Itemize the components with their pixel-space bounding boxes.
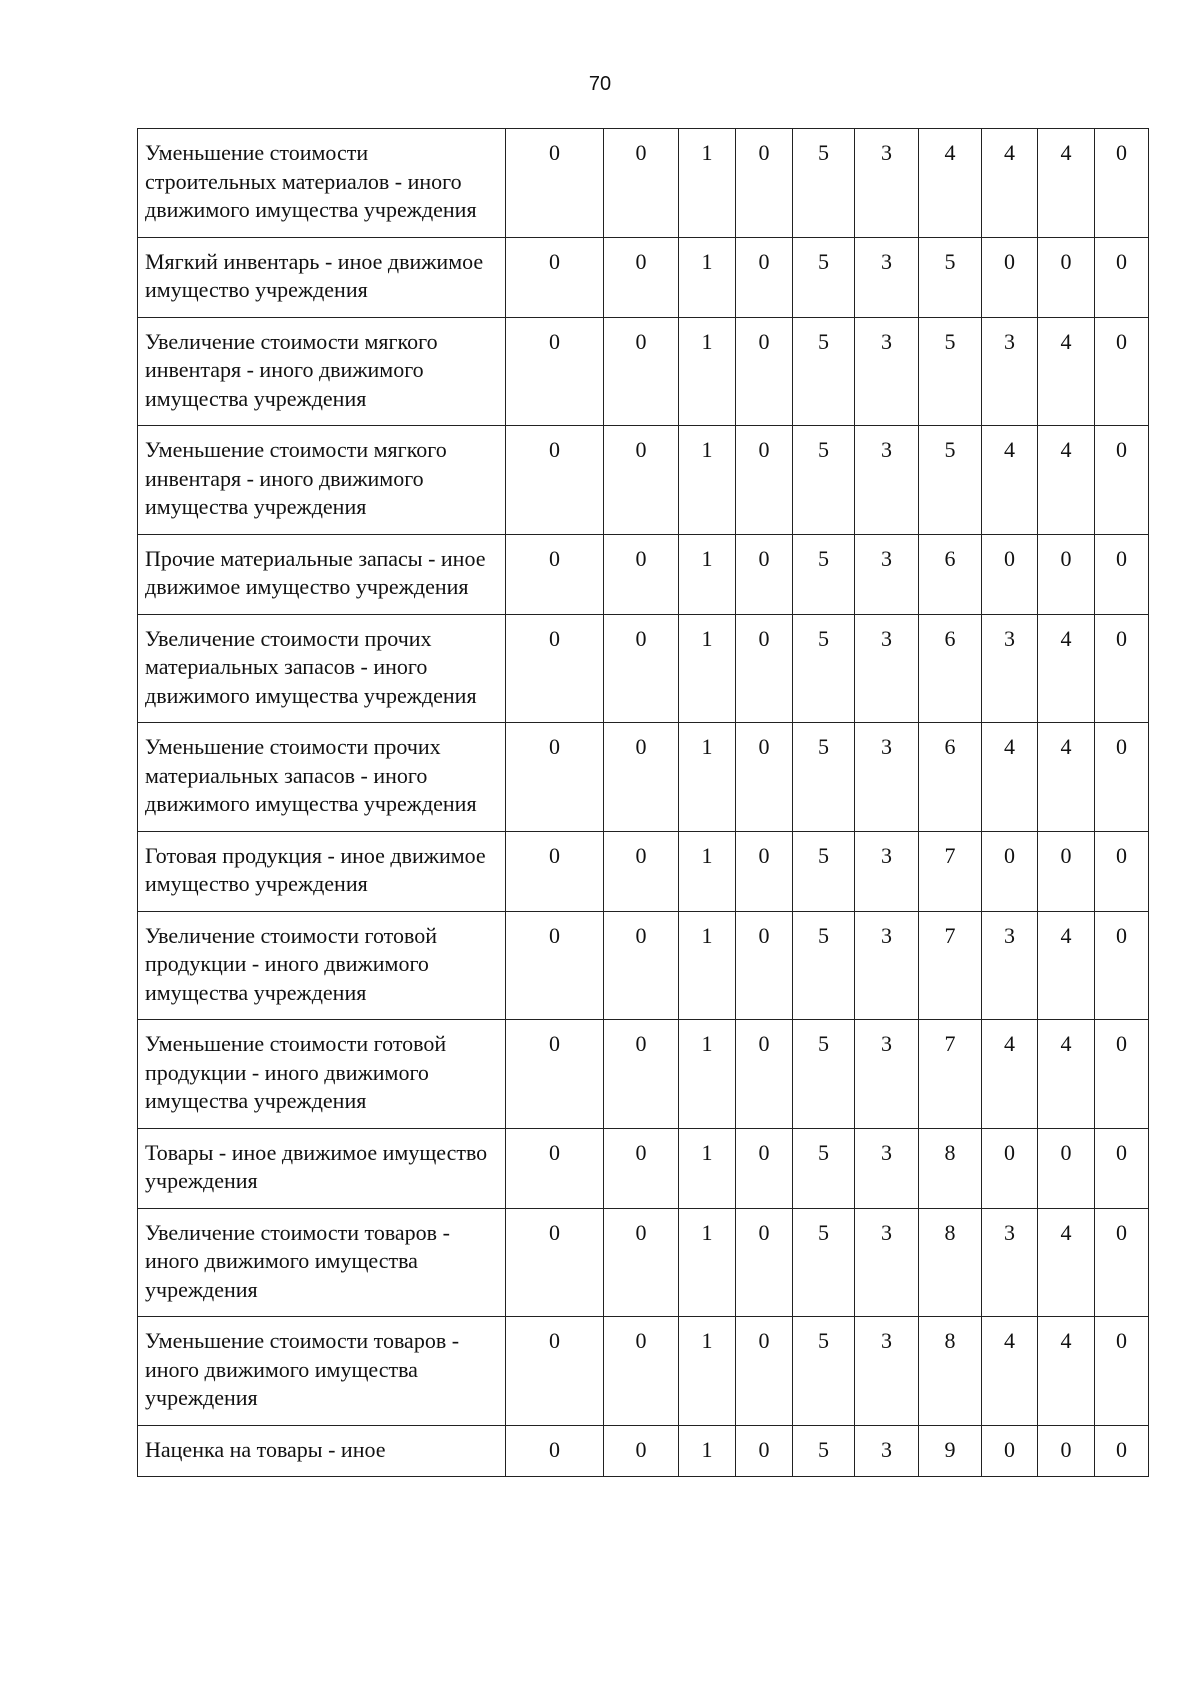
table-row xyxy=(138,911,1149,1020)
code-digit-cell: 3 xyxy=(855,1020,919,1129)
code-digit-cell: 0 xyxy=(1095,1020,1149,1129)
code-digit-cell: 0 xyxy=(736,129,793,238)
code-digit-cell: 0 xyxy=(604,1317,679,1426)
code-digit-cell: 5 xyxy=(793,911,855,1020)
code-digit-cell: 0 xyxy=(506,1317,604,1426)
code-digit-cell: 0 xyxy=(982,1128,1038,1208)
row-name-cell: Уменьшение стоимости прочих материальных запасов - иного движимого имущества учреждения xyxy=(138,723,506,832)
table-row xyxy=(138,1317,1149,1426)
code-digit-cell: 3 xyxy=(855,1317,919,1426)
code-digit-cell: 0 xyxy=(736,1020,793,1129)
code-digit-cell: 3 xyxy=(982,614,1038,723)
table-row xyxy=(138,317,1149,426)
code-digit-cell: 5 xyxy=(793,237,855,317)
code-digit-cell: 3 xyxy=(855,1425,919,1477)
code-digit-cell: 1 xyxy=(679,614,736,723)
code-digit-cell: 0 xyxy=(1095,1425,1149,1477)
code-digit-cell: 0 xyxy=(1038,831,1095,911)
code-digit-cell: 7 xyxy=(919,831,982,911)
code-digit-cell: 5 xyxy=(919,237,982,317)
row-name-cell: Увеличение стоимости прочих материальных запасов - иного движимого имущества учреждения xyxy=(138,614,506,723)
code-digit-cell: 5 xyxy=(793,1020,855,1129)
code-digit-cell: 0 xyxy=(736,317,793,426)
code-digit-cell: 4 xyxy=(982,1020,1038,1129)
code-digit-cell: 1 xyxy=(679,911,736,1020)
code-digit-cell: 1 xyxy=(679,426,736,535)
table-row xyxy=(138,831,1149,911)
code-digit-cell: 0 xyxy=(506,1128,604,1208)
code-digit-cell: 7 xyxy=(919,1020,982,1129)
code-digit-cell: 4 xyxy=(982,426,1038,535)
code-digit-cell: 5 xyxy=(919,426,982,535)
code-digit-cell: 5 xyxy=(793,723,855,832)
code-digit-cell: 9 xyxy=(919,1425,982,1477)
code-digit-cell: 3 xyxy=(982,911,1038,1020)
code-digit-cell: 0 xyxy=(736,1208,793,1317)
code-digit-cell: 4 xyxy=(1038,1208,1095,1317)
code-digit-cell: 8 xyxy=(919,1208,982,1317)
account-codes-table xyxy=(137,128,1149,1477)
table-row xyxy=(138,534,1149,614)
table-row xyxy=(138,1128,1149,1208)
code-digit-cell: 4 xyxy=(1038,723,1095,832)
row-name-cell: Уменьшение стоимости строительных материалов - иного движимого имущества учреждения xyxy=(138,129,506,238)
code-digit-cell: 1 xyxy=(679,831,736,911)
row-name-cell: Уменьшение стоимости готовой продукции - иного движимого имущества учреждения xyxy=(138,1020,506,1129)
code-digit-cell: 0 xyxy=(1095,129,1149,238)
row-name-cell: Прочие материальные запасы - иное движимое имущество учреждения xyxy=(138,534,506,614)
code-digit-cell: 0 xyxy=(1095,1208,1149,1317)
code-digit-cell: 0 xyxy=(604,614,679,723)
code-digit-cell: 1 xyxy=(679,534,736,614)
code-digit-cell: 1 xyxy=(679,1020,736,1129)
table-body xyxy=(138,129,1149,1477)
code-digit-cell: 3 xyxy=(855,614,919,723)
code-digit-cell: 3 xyxy=(855,129,919,238)
code-digit-cell: 1 xyxy=(679,1128,736,1208)
code-digit-cell: 0 xyxy=(982,1425,1038,1477)
code-digit-cell: 3 xyxy=(855,723,919,832)
code-digit-cell: 0 xyxy=(736,723,793,832)
code-digit-cell: 0 xyxy=(1095,426,1149,535)
code-digit-cell: 5 xyxy=(919,317,982,426)
code-digit-cell: 4 xyxy=(982,129,1038,238)
code-digit-cell: 0 xyxy=(1038,1128,1095,1208)
page-number: 70 xyxy=(588,73,612,95)
code-digit-cell: 1 xyxy=(679,1208,736,1317)
code-digit-cell: 0 xyxy=(604,831,679,911)
row-name-cell: Увеличение стоимости мягкого инвентаря - иного движимого имущества учреждения xyxy=(138,317,506,426)
code-digit-cell: 3 xyxy=(855,1208,919,1317)
code-digit-cell: 0 xyxy=(736,237,793,317)
code-digit-cell: 0 xyxy=(736,534,793,614)
code-digit-cell: 0 xyxy=(1095,723,1149,832)
code-digit-cell: 4 xyxy=(1038,614,1095,723)
code-digit-cell: 4 xyxy=(919,129,982,238)
row-name-cell: Товары - иное движимое имущество учреждения xyxy=(138,1128,506,1208)
code-digit-cell: 0 xyxy=(506,911,604,1020)
code-digit-cell: 0 xyxy=(604,1425,679,1477)
code-digit-cell: 0 xyxy=(736,614,793,723)
code-digit-cell: 1 xyxy=(679,723,736,832)
code-digit-cell: 5 xyxy=(793,1317,855,1426)
code-digit-cell: 0 xyxy=(604,1020,679,1129)
row-name-cell: Готовая продукция - иное движимое имущество учреждения xyxy=(138,831,506,911)
code-digit-cell: 7 xyxy=(919,911,982,1020)
code-digit-cell: 0 xyxy=(506,1208,604,1317)
table-row xyxy=(138,1020,1149,1129)
code-digit-cell: 1 xyxy=(679,1425,736,1477)
code-digit-cell: 5 xyxy=(793,317,855,426)
code-digit-cell: 0 xyxy=(506,237,604,317)
code-digit-cell: 3 xyxy=(855,911,919,1020)
table-row xyxy=(138,129,1149,238)
code-digit-cell: 4 xyxy=(1038,129,1095,238)
code-digit-cell: 3 xyxy=(855,426,919,535)
code-digit-cell: 0 xyxy=(1038,534,1095,614)
code-digit-cell: 0 xyxy=(604,129,679,238)
code-digit-cell: 0 xyxy=(1095,534,1149,614)
row-name-cell: Увеличение стоимости готовой продукции - иного движимого имущества учреждения xyxy=(138,911,506,1020)
table-row xyxy=(138,614,1149,723)
code-digit-cell: 8 xyxy=(919,1317,982,1426)
code-digit-cell: 5 xyxy=(793,831,855,911)
code-digit-cell: 3 xyxy=(982,1208,1038,1317)
code-digit-cell: 0 xyxy=(604,534,679,614)
code-digit-cell: 0 xyxy=(982,831,1038,911)
code-digit-cell: 0 xyxy=(604,1128,679,1208)
code-digit-cell: 1 xyxy=(679,237,736,317)
code-digit-cell: 6 xyxy=(919,534,982,614)
code-digit-cell: 6 xyxy=(919,723,982,832)
code-digit-cell: 5 xyxy=(793,1128,855,1208)
code-digit-cell: 5 xyxy=(793,534,855,614)
code-digit-cell: 5 xyxy=(793,129,855,238)
code-digit-cell: 0 xyxy=(1095,237,1149,317)
code-digit-cell: 0 xyxy=(736,831,793,911)
code-digit-cell: 3 xyxy=(855,534,919,614)
code-digit-cell: 0 xyxy=(736,1425,793,1477)
table-row xyxy=(138,1208,1149,1317)
code-digit-cell: 0 xyxy=(736,1128,793,1208)
code-digit-cell: 1 xyxy=(679,1317,736,1426)
code-digit-cell: 4 xyxy=(982,1317,1038,1426)
code-digit-cell: 4 xyxy=(1038,426,1095,535)
code-digit-cell: 0 xyxy=(604,1208,679,1317)
code-digit-cell: 0 xyxy=(604,237,679,317)
code-digit-cell: 4 xyxy=(1038,317,1095,426)
code-digit-cell: 0 xyxy=(1095,614,1149,723)
code-digit-cell: 0 xyxy=(982,237,1038,317)
code-digit-cell: 5 xyxy=(793,1425,855,1477)
code-digit-cell: 3 xyxy=(855,237,919,317)
code-digit-cell: 4 xyxy=(1038,1020,1095,1129)
table-row xyxy=(138,237,1149,317)
code-digit-cell: 5 xyxy=(793,426,855,535)
code-digit-cell: 8 xyxy=(919,1128,982,1208)
code-digit-cell: 0 xyxy=(1038,237,1095,317)
code-digit-cell: 0 xyxy=(506,831,604,911)
code-digit-cell: 4 xyxy=(1038,1317,1095,1426)
code-digit-cell: 0 xyxy=(506,534,604,614)
row-name-cell: Наценка на товары - иное xyxy=(138,1425,506,1477)
code-digit-cell: 0 xyxy=(506,1020,604,1129)
code-digit-cell: 0 xyxy=(604,723,679,832)
row-name-cell: Мягкий инвентарь - иное движимое имущество учреждения xyxy=(138,237,506,317)
code-digit-cell: 1 xyxy=(679,317,736,426)
code-digit-cell: 0 xyxy=(604,911,679,1020)
code-digit-cell: 5 xyxy=(793,614,855,723)
code-digit-cell: 0 xyxy=(736,426,793,535)
row-name-cell: Увеличение стоимости товаров - иного движимого имущества учреждения xyxy=(138,1208,506,1317)
code-digit-cell: 0 xyxy=(1095,831,1149,911)
code-digit-cell: 0 xyxy=(506,1425,604,1477)
code-digit-cell: 0 xyxy=(1038,1425,1095,1477)
code-digit-cell: 0 xyxy=(736,911,793,1020)
table-row xyxy=(138,426,1149,535)
code-digit-cell: 3 xyxy=(855,1128,919,1208)
code-digit-cell: 4 xyxy=(982,723,1038,832)
code-digit-cell: 6 xyxy=(919,614,982,723)
row-name-cell: Уменьшение стоимости мягкого инвентаря - иного движимого имущества учреждения xyxy=(138,426,506,535)
code-digit-cell: 4 xyxy=(1038,911,1095,1020)
table-row xyxy=(138,1425,1149,1477)
code-digit-cell: 1 xyxy=(679,129,736,238)
code-digit-cell: 5 xyxy=(793,1208,855,1317)
table-row xyxy=(138,723,1149,832)
code-digit-cell: 0 xyxy=(604,317,679,426)
code-digit-cell: 0 xyxy=(506,129,604,238)
code-digit-cell: 0 xyxy=(506,426,604,535)
code-digit-cell: 0 xyxy=(604,426,679,535)
code-digit-cell: 0 xyxy=(1095,1317,1149,1426)
code-digit-cell: 3 xyxy=(855,831,919,911)
row-name-cell: Уменьшение стоимости товаров - иного движимого имущества учреждения xyxy=(138,1317,506,1426)
code-digit-cell: 0 xyxy=(506,614,604,723)
code-digit-cell: 0 xyxy=(1095,317,1149,426)
code-digit-cell: 0 xyxy=(736,1317,793,1426)
code-digit-cell: 0 xyxy=(506,317,604,426)
code-digit-cell: 3 xyxy=(982,317,1038,426)
code-digit-cell: 0 xyxy=(982,534,1038,614)
code-digit-cell: 0 xyxy=(1095,1128,1149,1208)
code-digit-cell: 0 xyxy=(1095,911,1149,1020)
code-digit-cell: 0 xyxy=(506,723,604,832)
code-digit-cell: 3 xyxy=(855,317,919,426)
